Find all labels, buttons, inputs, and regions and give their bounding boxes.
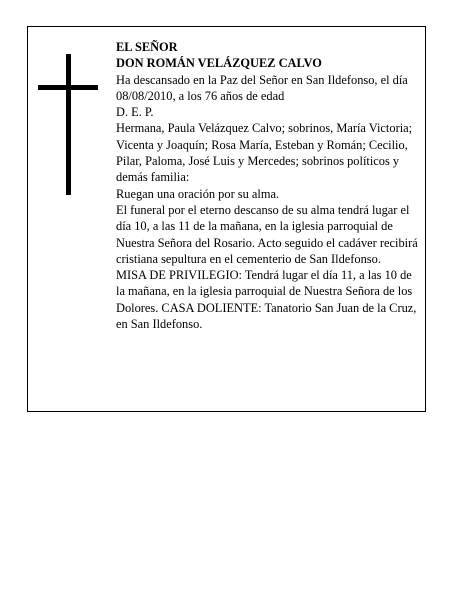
latin-cross-icon — [28, 27, 29, 28]
deceased-name: DON ROMÁN VELÁZQUEZ CALVO — [116, 56, 322, 71]
notice-text — [116, 39, 421, 332]
family-members: Hermana, Paula Velázquez Calvo; sobrinos, María Victoria; Vicenta y Joaquín; Rosa María, Esteban y Román; Cecilio, Pilar, Paloma, José Luis y Mercedes; sobrinos políticos y demás familia: — [116, 121, 413, 185]
obituary-notice — [27, 26, 426, 412]
cross-vertical-bar — [66, 54, 71, 195]
mass-details: MISA DE PRIVILEGIO: Tendrá lugar el día 11, a las 10 de la mañana, en la iglesia parroquial de Nuestra Señora de los Dolores. CASA DOLIENTE: Tanatorio San Juan de la Cruz, en San Ildefonso. — [116, 268, 417, 332]
cross-horizontal-bar — [38, 85, 98, 90]
rest-in-peace: D. E. P. — [116, 105, 154, 120]
funeral-details: El funeral por el eterno descanso de su alma tendrá lugar el día 10, a las 11 de la mañana, en la iglesia parroquial de Nuestra Señora del Rosario. Acto seguido el cadáver recibirá cristiana sepultura en el cementerio de San Ildefonso. — [116, 202, 418, 266]
notice-heading-title: EL SEÑOR — [116, 40, 178, 54]
prayer-request: Ruegan una oración por su alma. — [116, 186, 280, 201]
passing-announcement: Ha descansado en la Paz del Señor en San Ildefonso, el día 08/08/2010, a los 76 años de edad — [116, 72, 408, 103]
